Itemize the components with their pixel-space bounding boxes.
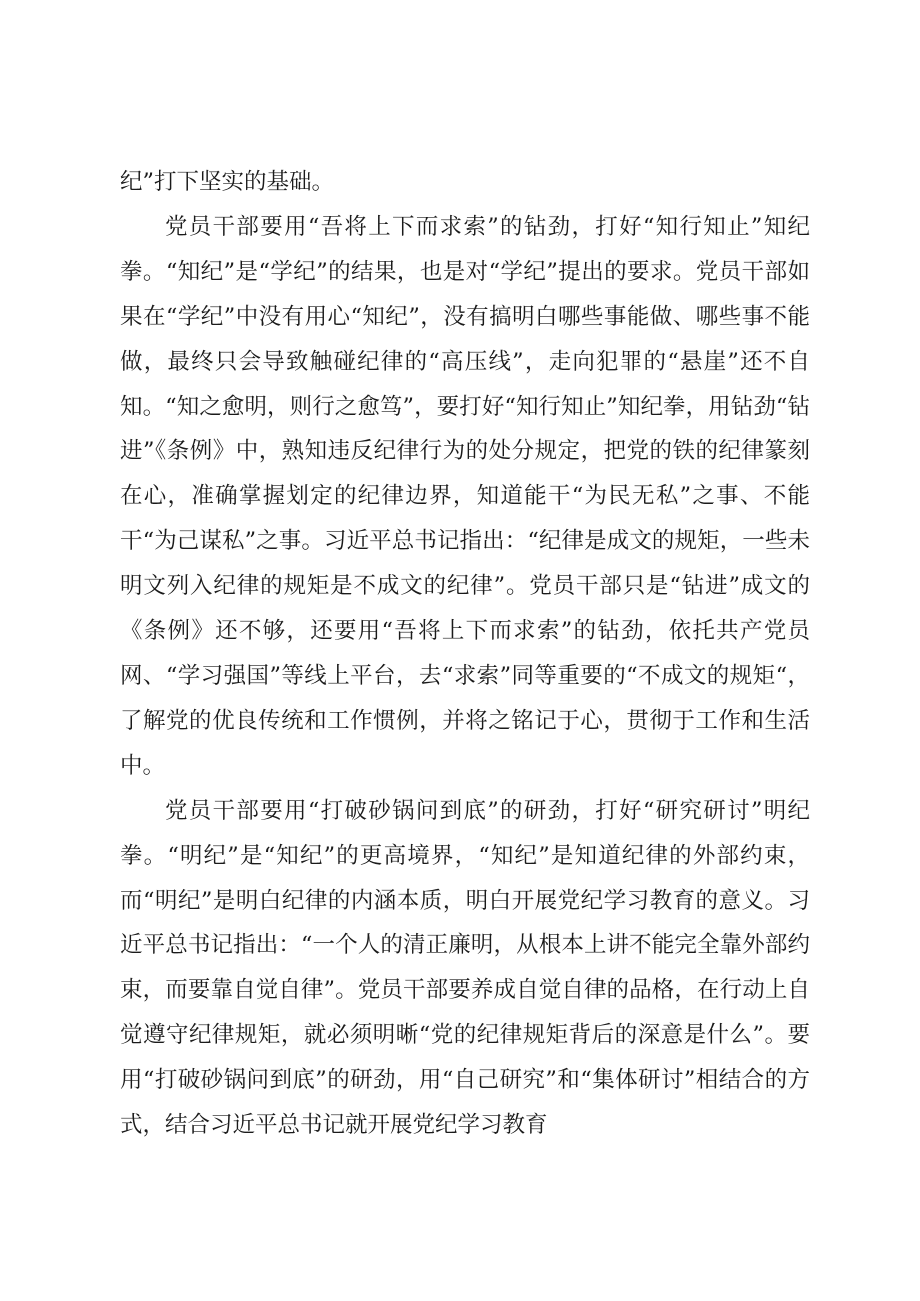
paragraph-mingji: 党员干部要用“打破砂锅问到底”的研劲，打好“研究研讨”明纪拳。“明纪”是“知纪”的更高境界，“知纪”是知道纪律的外部约束，而“明纪”是明白纪律的内涵本质，明白开展党纪学习教育的意义。习近平总书记指出：“一个人的清正廉明，从根本上讲不能完全靠外部约束，而要靠自觉自律”。党员干部要养成自觉自律的品格，在行动上自觉遵守纪律规矩，就必须明晰“党的纪律规矩背后的深意是什么”。要用“打破砂锅问到底”的研劲，用“自己研究”和“集体研讨”相结合的方式，结合习近平总书记就开展党纪学习教育 bbox=[120, 797, 810, 1139]
paragraph-continuation: 纪”打下坚实的基础。 bbox=[120, 169, 335, 195]
document-body bbox=[120, 160, 810, 1148]
paragraph-zhiji: 党员干部要用“吾将上下而求索”的钻劲，打好“知行知止”知纪拳。“知纪”是“学纪”的结果，也是对“学纪”提出的要求。党员干部如果在“学纪”中没有用心“知纪”，没有搞明白哪些事能做、哪些事不能做，最终只会导致触碰纪律的“高压线”，走向犯罪的“悬崖”还不自知。“知之愈明，则行之愈笃”，要打好“知行知止”知纪拳，用钻劲“钻进”《条例》中，熟知违反纪律行为的处分规定，把党的铁的纪律篆刻在心，准确掌握划定的纪律边界，知道能干“为民无私”之事、不能干“为己谋私”之事。习近平总书记指出：“纪律是成文的规矩，一些未明文列入纪律的规矩是不成文的纪律”。党员干部只是“钻进”成文的《条例》还不够，还要用“吾将上下而求索”的钻劲，依托共产党员网、“学习强国”等线上平台，去“求索”同等重要的“不成文的规矩“，了解党的优良传统和工作惯例，并将之铭记于心，贯彻于工作和生活中。 bbox=[120, 213, 810, 779]
